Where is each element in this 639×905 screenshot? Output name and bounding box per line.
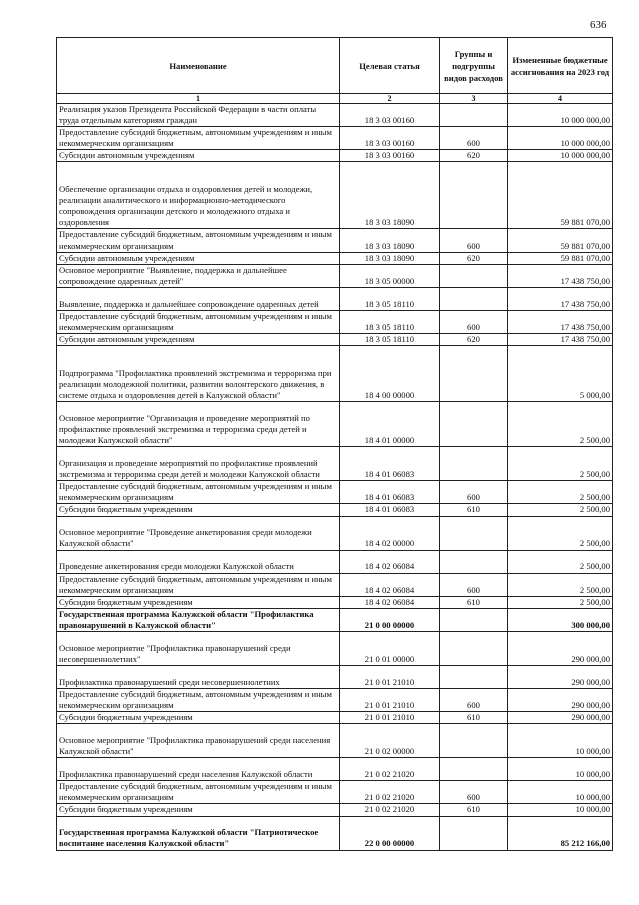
row-target-code: 18 3 03 18090	[340, 252, 440, 264]
row-name: Обеспечение организации отдыха и оздоровления детей и молодежи, реализации аналитического и информационно-методического сопровождения организации детского и молодежного отдыха и оздоровления	[57, 162, 340, 229]
row-group-code: 600	[440, 573, 508, 596]
table-row	[57, 334, 613, 346]
row-target-code: 18 4 02 06084	[340, 596, 440, 608]
row-amount: 10 000 000,00	[508, 104, 613, 127]
row-target-code: 18 3 05 18110	[340, 310, 440, 333]
row-name: Подпрограмма "Профилактика проявлений экстремизма и терроризма при реализации молодежной политики, развитии волонтерского движения, в системе отдыха и оздоровления детей в Калужской области"	[57, 346, 340, 402]
row-name: Субсидии бюджетным учреждениям	[57, 504, 340, 516]
row-name: Предоставление субсидий бюджетным, автономным учреждениям и иным некоммерческим организациям	[57, 481, 340, 504]
row-name: Организация и проведение мероприятий по профилактике проявлений экстремизма и терроризма среди детей и молодежи Калужской области	[57, 447, 340, 481]
row-group-code	[440, 724, 508, 758]
table-row	[57, 504, 613, 516]
row-amount: 17 438 750,00	[508, 287, 613, 310]
row-amount: 2 500,00	[508, 402, 613, 447]
row-amount: 290 000,00	[508, 631, 613, 665]
table-row	[57, 481, 613, 504]
row-amount: 10 000,00	[508, 758, 613, 781]
row-group-code: 620	[440, 334, 508, 346]
row-amount: 17 438 750,00	[508, 310, 613, 333]
table-row	[57, 104, 613, 127]
row-group-code: 600	[440, 310, 508, 333]
table-row	[57, 665, 613, 688]
row-name: Основное мероприятие "Организация и проведение мероприятий по профилактике проявлений экстремизма и терроризма среди детей и молодежи Калужской области"	[57, 402, 340, 447]
row-group-code: 610	[440, 712, 508, 724]
row-amount: 59 881 070,00	[508, 229, 613, 252]
row-name: Субсидии бюджетным учреждениям	[57, 712, 340, 724]
row-name: Основное мероприятие "Профилактика правонарушений среди несовершеннолетних"	[57, 631, 340, 665]
row-name: Государственная программа Калужской области "Профилактика правонарушений в Калужской области"	[57, 608, 340, 631]
column-number: 3	[440, 94, 508, 104]
column-number-row	[57, 94, 613, 104]
row-group-code	[440, 264, 508, 287]
row-amount: 2 500,00	[508, 447, 613, 481]
row-name: Субсидии автономным учреждениям	[57, 334, 340, 346]
row-target-code: 18 4 02 00000	[340, 516, 440, 550]
row-amount: 10 000 000,00	[508, 150, 613, 162]
table-row	[57, 229, 613, 252]
table-row	[57, 688, 613, 711]
row-target-code: 18 3 03 18090	[340, 162, 440, 229]
header-name: Наименование	[57, 38, 340, 94]
row-target-code: 18 3 05 18110	[340, 334, 440, 346]
row-target-code: 18 3 05 18110	[340, 287, 440, 310]
row-amount: 17 438 750,00	[508, 264, 613, 287]
row-target-code: 22 0 00 00000	[340, 816, 440, 850]
row-target-code: 18 3 05 00000	[340, 264, 440, 287]
row-target-code: 18 4 02 06084	[340, 573, 440, 596]
row-group-code	[440, 608, 508, 631]
table-row	[57, 287, 613, 310]
row-name: Предоставление субсидий бюджетным, автономным учреждениям и иным некоммерческим организациям	[57, 229, 340, 252]
row-group-code	[440, 287, 508, 310]
column-number: 1	[57, 94, 340, 104]
row-target-code: 18 4 01 00000	[340, 402, 440, 447]
row-target-code: 18 4 00 00000	[340, 346, 440, 402]
table-row	[57, 804, 613, 816]
row-amount: 290 000,00	[508, 665, 613, 688]
row-amount: 10 000,00	[508, 804, 613, 816]
table-row	[57, 516, 613, 550]
row-name: Государственная программа Калужской области "Патриотическое воспитание населения Калужской области"	[57, 816, 340, 850]
row-group-code	[440, 346, 508, 402]
row-group-code: 600	[440, 481, 508, 504]
table-row	[57, 550, 613, 573]
table-row	[57, 758, 613, 781]
row-name: Субсидии бюджетным учреждениям	[57, 804, 340, 816]
header-amount: Измененные бюджетные ассигнования на 2023 год	[508, 38, 613, 94]
row-amount: 10 000 000,00	[508, 127, 613, 150]
row-amount: 2 500,00	[508, 504, 613, 516]
row-name: Предоставление субсидий бюджетным, автономным учреждениям и иным некоммерческим организациям	[57, 781, 340, 804]
row-name: Предоставление субсидий бюджетным, автономным учреждениям и иным некоммерческим организациям	[57, 127, 340, 150]
row-group-code: 610	[440, 596, 508, 608]
row-target-code: 18 4 02 06084	[340, 550, 440, 573]
table-row	[57, 150, 613, 162]
row-target-code: 21 0 00 00000	[340, 608, 440, 631]
row-amount: 290 000,00	[508, 712, 613, 724]
row-group-code	[440, 402, 508, 447]
table-row	[57, 310, 613, 333]
row-name: Основное мероприятие "Проведение анкетирования среди молодежи Калужской области"	[57, 516, 340, 550]
row-name: Выявление, поддержка и дальнейшее сопровождение одаренных детей	[57, 287, 340, 310]
row-target-code: 21 0 01 00000	[340, 631, 440, 665]
row-amount: 10 000,00	[508, 724, 613, 758]
table-row	[57, 162, 613, 229]
header-target: Целевая статья	[340, 38, 440, 94]
row-target-code: 21 0 01 21010	[340, 712, 440, 724]
row-name: Субсидии автономным учреждениям	[57, 252, 340, 264]
row-group-code	[440, 631, 508, 665]
row-target-code: 18 3 03 00160	[340, 104, 440, 127]
row-group-code: 600	[440, 127, 508, 150]
row-amount: 2 500,00	[508, 481, 613, 504]
row-group-code	[440, 447, 508, 481]
row-group-code: 600	[440, 781, 508, 804]
row-name: Субсидии автономным учреждениям	[57, 150, 340, 162]
budget-table	[56, 37, 613, 851]
table-row	[57, 596, 613, 608]
table-row	[57, 781, 613, 804]
row-group-code	[440, 162, 508, 229]
row-amount: 59 881 070,00	[508, 252, 613, 264]
row-group-code	[440, 550, 508, 573]
table-row	[57, 573, 613, 596]
column-number: 2	[340, 94, 440, 104]
row-target-code: 18 3 03 18090	[340, 229, 440, 252]
row-group-code: 600	[440, 688, 508, 711]
row-name: Основное мероприятие "Профилактика правонарушений среди населения Калужской области"	[57, 724, 340, 758]
row-amount: 2 500,00	[508, 550, 613, 573]
row-target-code: 21 0 02 21020	[340, 804, 440, 816]
row-name: Профилактика правонарушений среди несовершеннолетних	[57, 665, 340, 688]
table-row	[57, 346, 613, 402]
row-amount: 5 000,00	[508, 346, 613, 402]
row-target-code: 18 3 03 00160	[340, 127, 440, 150]
row-target-code: 21 0 01 21010	[340, 688, 440, 711]
row-amount: 85 212 166,00	[508, 816, 613, 850]
row-name: Предоставление субсидий бюджетным, автономным учреждениям и иным некоммерческим организациям	[57, 688, 340, 711]
row-group-code	[440, 665, 508, 688]
row-name: Основное мероприятие "Выявление, поддержка и дальнейшее сопровождение одаренных детей"	[57, 264, 340, 287]
table-row	[57, 447, 613, 481]
header-group: Группы и подгруппы видов расходов	[440, 38, 508, 94]
row-amount: 300 000,00	[508, 608, 613, 631]
row-name: Предоставление субсидий бюджетным, автономным учреждениям и иным некоммерческим организациям	[57, 573, 340, 596]
table-row	[57, 724, 613, 758]
table-row	[57, 631, 613, 665]
row-name: Проведение анкетирования среди молодежи Калужской области	[57, 550, 340, 573]
table-row	[57, 127, 613, 150]
table-row	[57, 264, 613, 287]
row-amount: 17 438 750,00	[508, 334, 613, 346]
row-group-code	[440, 516, 508, 550]
table-row	[57, 402, 613, 447]
row-amount: 290 000,00	[508, 688, 613, 711]
header-row	[57, 38, 613, 94]
row-amount: 2 500,00	[508, 596, 613, 608]
table-row	[57, 252, 613, 264]
table-row	[57, 712, 613, 724]
row-target-code: 18 4 01 06083	[340, 447, 440, 481]
row-name: Предоставление субсидий бюджетным, автономным учреждениям и иным некоммерческим организациям	[57, 310, 340, 333]
row-target-code: 21 0 02 21020	[340, 758, 440, 781]
row-target-code: 18 4 01 06083	[340, 504, 440, 516]
page-number: 636	[590, 19, 607, 31]
row-name: Профилактика правонарушений среди населения Калужской области	[57, 758, 340, 781]
row-name: Реализация указов Президента Российской Федерации в части оплаты труда отдельным категориям граждан	[57, 104, 340, 127]
row-group-code	[440, 104, 508, 127]
row-group-code: 620	[440, 150, 508, 162]
row-name: Субсидии бюджетным учреждениям	[57, 596, 340, 608]
table-row	[57, 816, 613, 850]
table-row	[57, 608, 613, 631]
row-group-code	[440, 816, 508, 850]
row-target-code: 21 0 02 21020	[340, 781, 440, 804]
row-amount: 10 000,00	[508, 781, 613, 804]
row-group-code: 600	[440, 229, 508, 252]
row-target-code: 18 4 01 06083	[340, 481, 440, 504]
row-group-code: 610	[440, 804, 508, 816]
row-amount: 2 500,00	[508, 516, 613, 550]
row-target-code: 21 0 02 00000	[340, 724, 440, 758]
row-amount: 2 500,00	[508, 573, 613, 596]
row-group-code	[440, 758, 508, 781]
row-target-code: 21 0 01 21010	[340, 665, 440, 688]
row-group-code: 620	[440, 252, 508, 264]
row-target-code: 18 3 03 00160	[340, 150, 440, 162]
row-group-code: 610	[440, 504, 508, 516]
column-number: 4	[508, 94, 613, 104]
row-amount: 59 881 070,00	[508, 162, 613, 229]
